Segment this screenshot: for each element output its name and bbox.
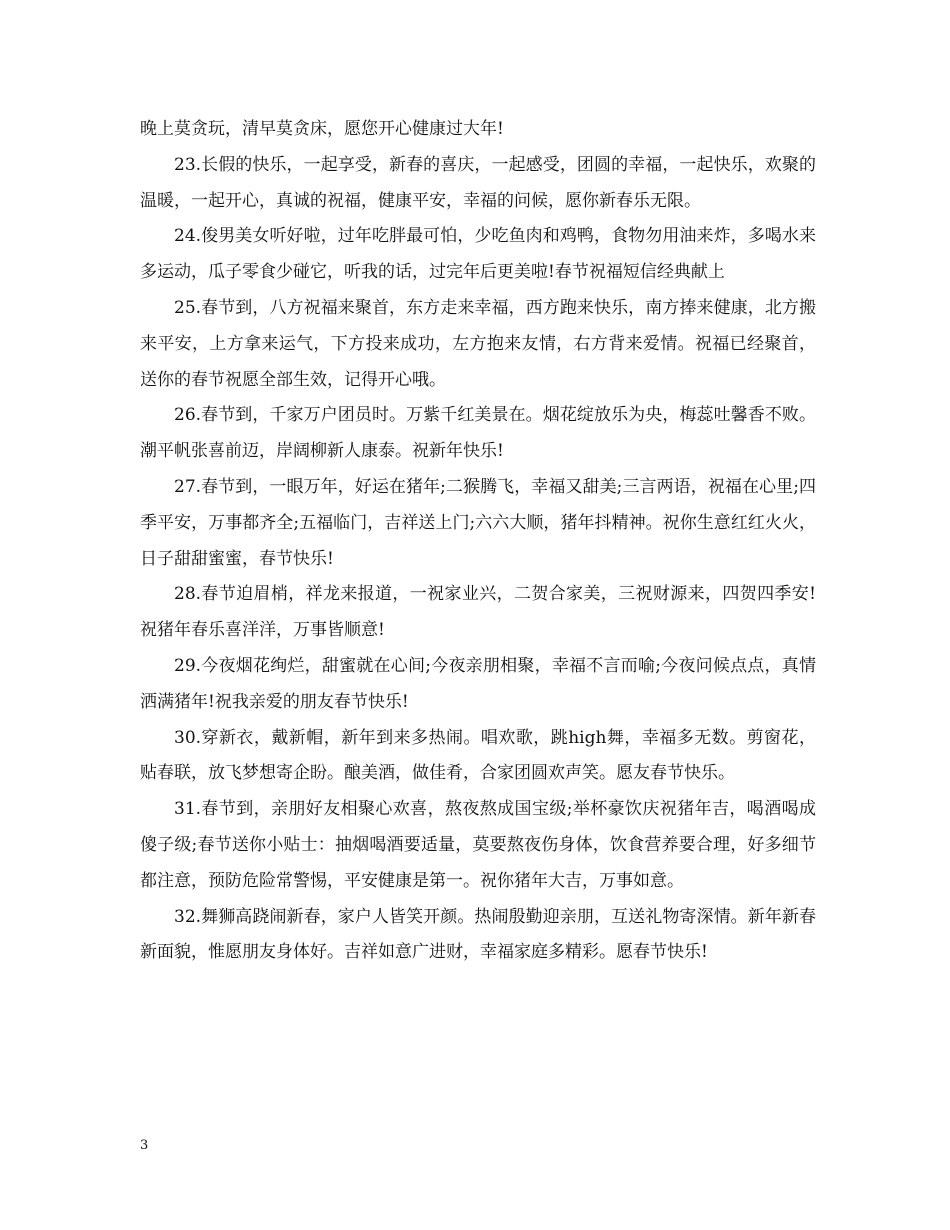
page-number: 3 — [140, 1138, 149, 1153]
paragraph-item-25: 25.春节到，八方祝福来聚首，东方走来幸福，西方跑来快乐，南方捧来健康，北方搬来平安，上方拿来运气，下方投来成功，左方抱来友情，右方背来爱情。祝福已经聚首，送你的春节祝愿全部生效，记得开心哦。 — [140, 297, 816, 390]
paragraph-item-32: 32.舞狮高跷闹新春，家户人皆笑开颜。热闹殷勤迎亲朋，互送礼物寄深情。新年新春新面貌，惟愿朋友身体好。吉祥如意广进财，幸福家庭多精彩。愿春节快乐! — [140, 906, 816, 963]
paragraph-item-23: 23.长假的快乐，一起享受，新春的喜庆，一起感受，团圆的幸福，一起快乐，欢聚的温暖，一起开心，真诚的祝福，健康平安，幸福的问候，愿你新春乐无限。 — [140, 154, 816, 211]
paragraph-item-27: 27.春节到，一眼万年，好运在猪年;二猴腾飞，幸福又甜美;三言两语，祝福在心里;四季平安，万事都齐全;五福临门，吉祥送上门;六六大顺，猪年抖精神。祝你生意红红火火，日子甜甜蜜蜜，春节快乐! — [140, 476, 816, 569]
paragraph-item-30: 30.穿新衣，戴新帽，新年到来多热闹。唱欢歌，跳high舞，幸福多无数。剪窗花，贴春联，放飞梦想寄企盼。酿美酒，做佳肴，合家团圆欢声笑。愿友春节快乐。 — [140, 727, 816, 784]
paragraph-item-24: 24.俊男美女听好啦，过年吃胖最可怕，少吃鱼肉和鸡鸭，食物勿用油来炸，多喝水来多运动，瓜子零食少碰它，听我的话，过完年后更美啦!春节祝福短信经典献上 — [140, 226, 816, 283]
paragraph-item-29: 29.今夜烟花绚烂，甜蜜就在心间;今夜亲朋相聚，幸福不言而喻;今夜问候点点，真情洒满猪年!祝我亲爱的朋友春节快乐! — [140, 655, 816, 712]
document-body — [140, 112, 816, 971]
paragraph-item-31: 31.春节到，亲朋好友相聚心欢喜，熬夜熬成国宝级;举杯豪饮庆祝猪年吉，喝酒喝成傻子级;春节送你小贴士：抽烟喝酒要适量，莫要熬夜伤身体，饮食营养要合理，好多细节都注意，预防危险常警惕，平安健康是第一。祝你猪年大吉，万事如意。 — [140, 799, 816, 891]
paragraph-continued: 晚上莫贪玩，清早莫贪床，愿您开心健康过大年! — [140, 119, 504, 139]
paragraph-item-26: 26.春节到，千家万户团员时。万紫千红美景在。烟花绽放乐为央，梅蕊吐馨香不败。潮平帆张喜前迈，岸阔柳新人康泰。祝新年快乐! — [140, 405, 816, 462]
paragraph-item-28: 28.春节迫眉梢，祥龙来报道，一祝家业兴，二贺合家美，三祝财源来，四贺四季安!祝猪年春乐喜洋洋，万事皆顺意! — [140, 584, 816, 641]
